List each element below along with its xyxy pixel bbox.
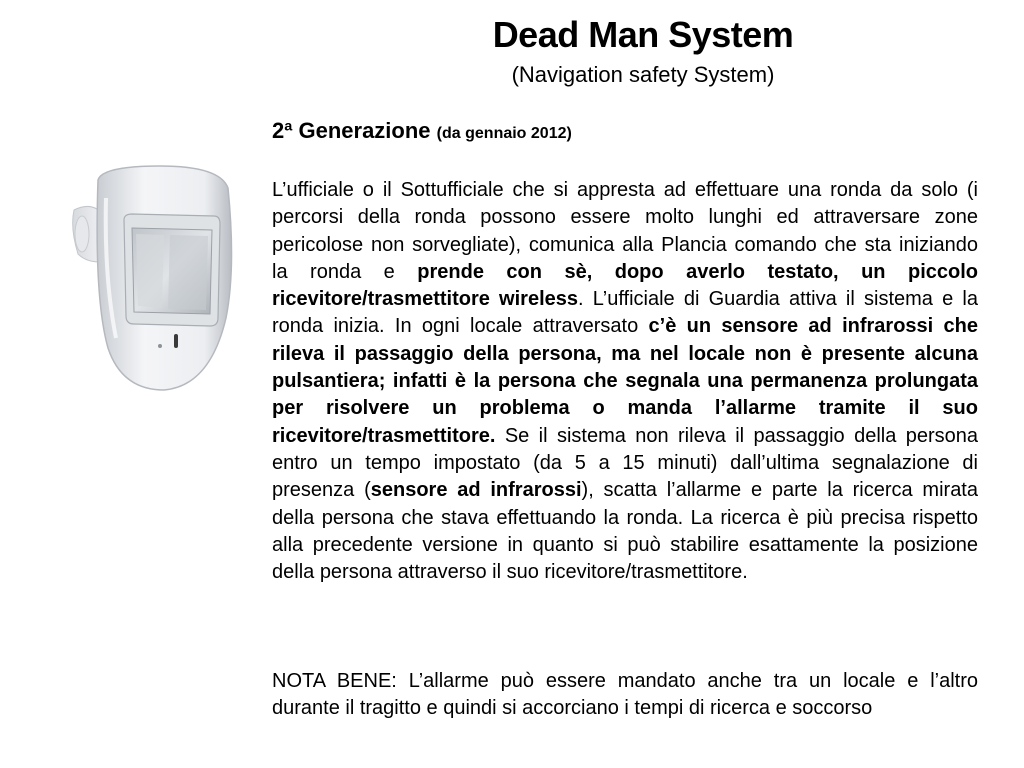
body-text-run: . L’ufficiale di Guardia attiva il sistema e la ronda inizia. In ogni locale attraversato — [272, 288, 978, 338]
section-subheading: (da gennaio 2012) — [436, 125, 572, 142]
page-title: Dead Man System — [492, 14, 794, 55]
body-paragraph — [272, 177, 978, 586]
body-text-run: ), scatta l’allarme e parte la ricerca mirata della persona che stava effettuando la ronda. La ricerca è più precisa rispetto alla precedente versione in quanto si può stabilire esattamente la posizione della persona attraverso il suo ricevitore/trasmettitore. — [272, 479, 978, 584]
body-text-run-bold: prende con sè, dopo averlo testato, un piccolo ricevitore/trasmettitore wireless — [272, 260, 979, 311]
note-paragraph: NOTA BENE: L’allarme può essere mandato anche tra un locale e l’altro durante il tragitto e quindi si accorciano i tempi di ricerca e soccorso — [272, 670, 978, 720]
body-text-run-bold: c’è un sensore ad infrarossi che rileva il passaggio della persona, ma nel locale non è presente alcuna pulsantiera; infatti è la persona che segnala una permanenza prolungata per risolvere un problema o manda l’allarme tramite il suo ricevitore/trasmettitore. — [272, 315, 978, 447]
body-text-run: Se il sistema non rileva il passaggio della persona entro un tempo impostato (da 5 a 15 minuti) dall’ultima segnalazione di presenza ( — [272, 424, 978, 502]
section-heading — [272, 116, 572, 149]
section-heading-text: 2ª Generazione — [272, 118, 431, 143]
motion-sensor-icon — [60, 158, 250, 398]
body-text-run: L’ufficiale o il Sottufficiale che si appresta ad effettuare una ronda da solo (i percorsi della ronda possono essere molto lunghi ed attraversare zone pericolose non sorvegliate), comunica alla Plancia comando che sta iniziando la ronda e — [272, 179, 978, 283]
body-text-run-bold: sensore ad infrarossi — [370, 479, 582, 502]
page-subtitle: (Navigation safety System) — [511, 62, 775, 87]
